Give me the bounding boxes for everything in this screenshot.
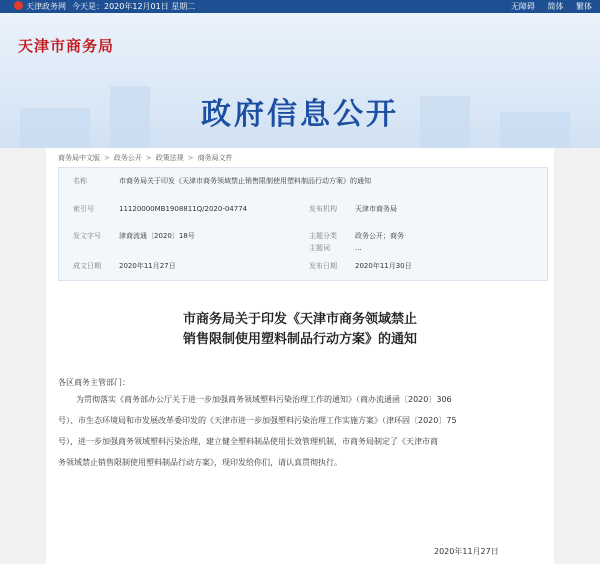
document-title-line: 市商务局关于印发《天津市商务领域禁止 — [182, 312, 417, 327]
breadcrumb-separator: > — [104, 154, 110, 162]
value-doc-no: 津商流通〔2020〕18号 — [119, 232, 195, 240]
body-line: 号）、市生态环境局和市发展改革委印发的《天津市进一步加强塑料污染治理工作实施方案》（津环固〔2020〕75 — [58, 416, 457, 425]
value-topic: ... — [355, 244, 362, 252]
value-date: 2020年11月27日 — [119, 262, 176, 270]
emblem-icon — [14, 1, 23, 10]
body-line: 为贯彻落实《商务部办公厅关于进一步加强商务领域塑料污染治理工作的通知》（商办流通函〔2020〕306 — [76, 395, 452, 404]
document-title — [46, 310, 554, 350]
site-logo[interactable]: 天津市商务局 — [18, 37, 115, 55]
breadcrumb-item[interactable]: 商务局文件 — [197, 154, 233, 162]
accessibility-link[interactable]: 无障碍 — [510, 2, 535, 11]
breadcrumb-separator: > — [187, 154, 194, 162]
body-line: 务领域禁止销售限制使用塑料制品行动方案》，现印发给你们，请认真贯彻执行。 — [58, 458, 342, 467]
traditional-chinese-link[interactable]: 繁体 — [576, 2, 592, 11]
value-category: 政务公开；商务 — [355, 232, 404, 240]
breadcrumb-home[interactable]: 商务局中文版 — [58, 154, 100, 162]
breadcrumb — [58, 153, 233, 163]
label-doc-no: 发文字号 — [73, 232, 101, 240]
breadcrumb-item[interactable]: 政务公开 — [113, 154, 142, 162]
label-org: 发布机构 — [309, 205, 337, 213]
value-pub-date: 2020年11月30日 — [355, 262, 412, 270]
document-info-table — [58, 167, 548, 281]
main-content — [46, 148, 554, 564]
label-topic: 主题词 — [309, 244, 330, 252]
breadcrumb-separator: > — [145, 154, 152, 162]
sign-date: 2020年11月27日 — [434, 547, 499, 556]
value-name: 市商务局关于印发《天津市商务领域禁止销售限制使用塑料制品行动方案》的通知 — [119, 177, 371, 185]
value-org: 天津市商务局 — [355, 205, 397, 213]
document-title-line: 销售限制使用塑料制品行动方案》的通知 — [182, 332, 417, 347]
top-bar-left — [14, 0, 201, 13]
label-index: 索引号 — [73, 205, 94, 213]
simplified-chinese-link[interactable]: 简体 — [547, 2, 564, 11]
label-date: 成文日期 — [73, 262, 101, 270]
label-category: 主题分类 — [309, 232, 337, 240]
top-bar — [0, 0, 600, 13]
label-pub-date: 发布日期 — [309, 262, 337, 270]
breadcrumb-item[interactable]: 政策法规 — [155, 154, 184, 162]
body-line: 号），进一步加强商务领域塑料污染治理，建立健全塑料制品使用长效管理机制，市商务局制定了《天津市商 — [58, 437, 438, 446]
label-name: 名称 — [73, 177, 87, 185]
value-index: 11120000MB1908811Q/2020-04774 — [119, 205, 248, 213]
top-bar-links — [501, 0, 592, 13]
site-name-link[interactable]: 天津政务网 — [26, 2, 66, 11]
banner-title: 政府信息公开 — [201, 97, 399, 132]
salutation: 各区商务主管部门： — [58, 378, 130, 387]
page-header — [0, 13, 600, 148]
today-date: 今天是：2020年12月01日 星期二 — [72, 2, 196, 11]
